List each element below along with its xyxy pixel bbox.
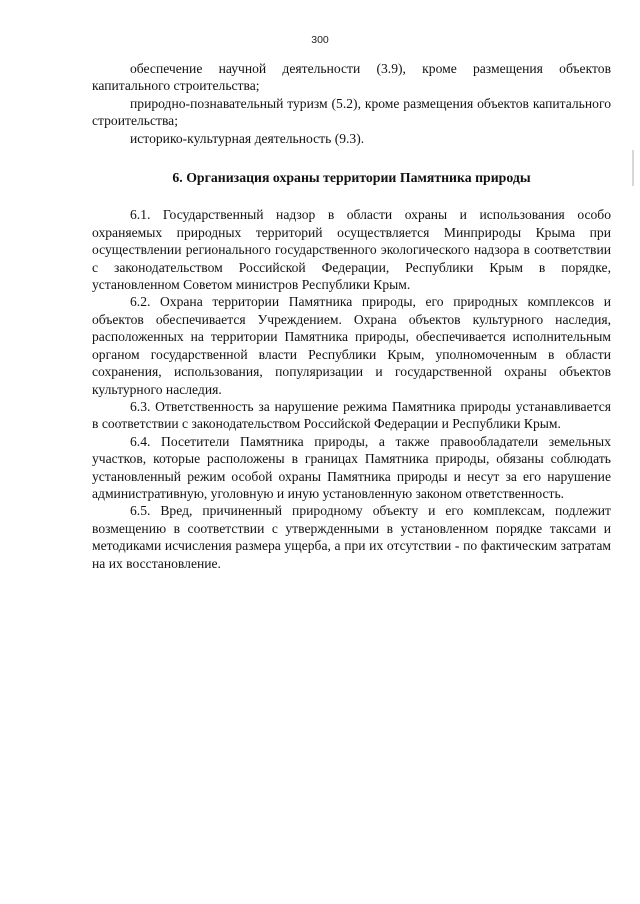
paragraph-6-4: 6.4. Посетители Памятника природы, а также правообладатели земельных участков, которые расположены в границах Памятника природы, обязаны соблюдать установленный режим особой охраны Памятника природы и несут за его нарушение административную, уголовную и иную установленную законом ответственность.	[92, 433, 611, 501]
permitted-uses-list	[92, 60, 611, 147]
paragraph-6-1: 6.1. Государственный надзор в области охраны и использования особо охраняемых природных территорий осуществляется Минприроды Крыма при осуществлении регионального государственного экологического надзора в соответствии с законодательством Российской Федерации, Республики Крым в порядке, установленном Советом министров Республики Крым.	[92, 207, 611, 293]
list-item: природно-познавательный туризм (5.2), кроме размещения объектов капитального строительства;	[92, 95, 611, 129]
section-heading: 6. Организация охраны территории Памятника природы	[172, 170, 531, 186]
paragraph-6-5: 6.5. Вред, причиненный природному объекту и его комплексам, подлежит возмещению в соответствии с утвержденными в установленном порядке таксами и методиками исчисления размера ущерба, а при их отсутствии - по фактическим затратам на их восстановление.	[92, 503, 611, 571]
paragraph-6-3: 6.3. Ответственность за нарушение режима Памятника природы устанавливается в соответствии с законодательством Российской Федерации и Республики Крым.	[92, 398, 611, 432]
document-body	[92, 60, 611, 572]
section-paragraphs	[92, 206, 611, 572]
list-item: историко-культурная деятельность (9.3).	[130, 130, 365, 146]
page-number: 300	[311, 34, 329, 46]
list-item: обеспечение научной деятельности (3.9), кроме размещения объектов капитального строительства;	[92, 61, 611, 94]
paragraph-6-2: 6.2. Охрана территории Памятника природы, его природных комплексов и объектов обеспечивается Учреждением. Охрана объектов культурного наследия, расположенных на территории Памятника природы, обеспечивается исполнительным органом государственной власти Республики Крым, уполномоченным в области сохранения, использования, популяризации и государственной охраны объектов культурного наследия.	[92, 294, 611, 397]
scan-edge-mark	[632, 150, 634, 186]
